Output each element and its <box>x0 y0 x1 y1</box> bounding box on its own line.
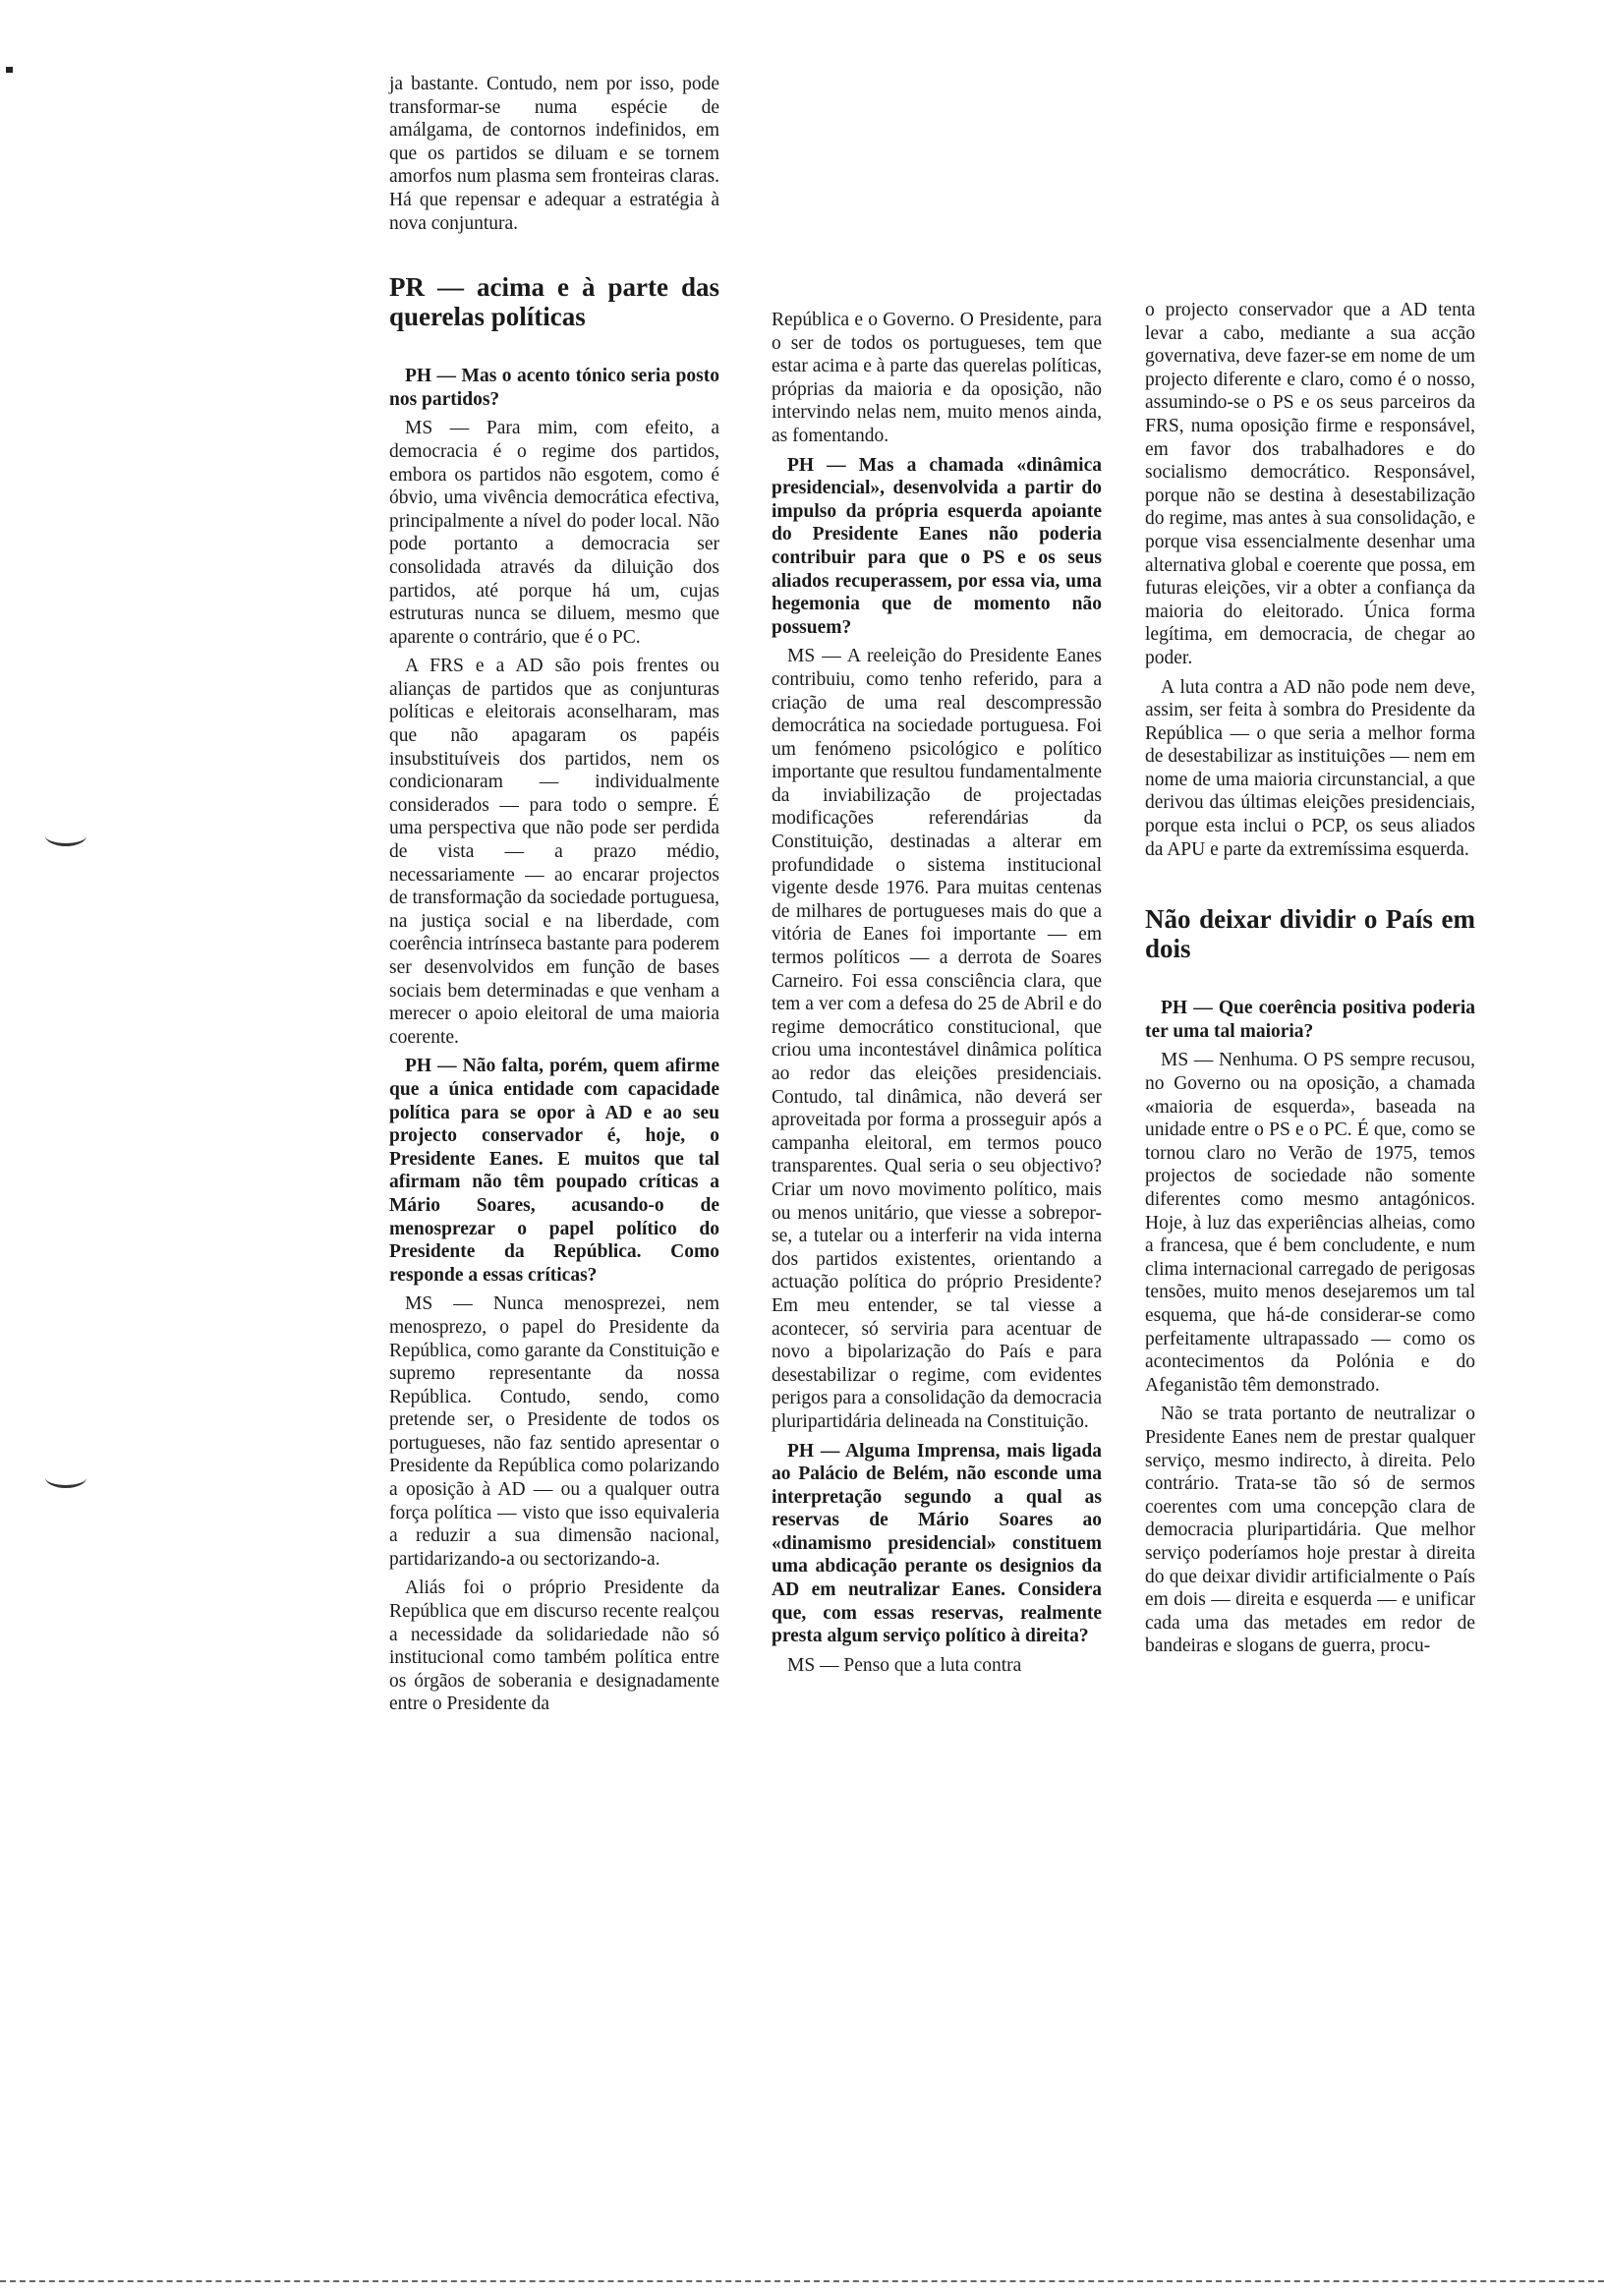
paragraph: MS — A reeleição do Presidente Eanes contribuiu, como tenho referido, para a criação de uma real descompressão democrática na sociedade portuguesa. Foi um fenómeno psicológico e político importante que resultou fundamentalmente da inviabilização de projectadas modificações referendárias da Constituição, destinadas a alterar em profundidade o sistema institucional vigente desde 1976. Para muitas centenas de milhares de portugueses mais do que a vitória de Eanes foi importante — em termos políticos — a derrota de Soares Carneiro. Foi essa consciência clara, que tem a ver com a defesa do 25 de Abril e do regime democrático constitucional, que criou uma incontestável dinâmica política ao redor das eleições presidenciais. Contudo, tal dinâmica, não deverá ser aproveitada por forma a prosseguir após a campanha eleitoral, em termos pouco transparentes. Qual seria o seu objectivo? Criar um novo movimento político, mais ou menos unitário, que viesse a sobrepor-se, a tutelar ou a interferir na vida interna dos partidos existentes, orientando a actuação política do próprio Presidente? Em meu entender, se tal viesse a acontecer, só serviria para acentuar de novo a bipolarização do País e para desestabilizar o regime, com evidentes perigos para a consolidação da democracia pluripartidária delineada na Constituição. <box>772 646 1102 1432</box>
paragraph: MS — Nenhuma. O PS sempre recusou, no Governo ou na oposição, a chamada «maioria de esquerda», baseada na unidade entre o PS e o PC. É que, como se tornou claro no Verão de 1975, temos projectos de sociedade não somente diferentes como mesmo antagónicos. Hoje, à luz das experiências alheias, como a francesa, que é bem concludente, e num clima internacional carregado de perigosas tensões, muito menos desejaremos um tal esquema, que há-de considerar-se como perfeitamente ultrapassado — como os acontecimentos da Polónia e do Afeganistão têm demonstrado. <box>1145 1050 1475 1396</box>
scan-speck <box>6 67 13 73</box>
margin-hook-mark <box>45 826 86 846</box>
question: PH — Mas a chamada «dinâmica presidencial», desenvolvida a partir do impulso da própria esquerda apoiante do Presidente Eanes não poderia contribuir para que o PS e os seus aliados recuperassem, por essa via, uma hegemonia que de momento não possuem? <box>772 454 1102 638</box>
paragraph: Aliás foi o próprio Presidente da República que em discurso recente realçou a necessidade da solidariedade não só institucional como também política entre os órgãos de soberania e designadamente entre o Presidente da <box>389 1578 719 1715</box>
paragraph: o projecto conservador que a AD tenta levar a cabo, mediante a sua acção governativa, deve fazer-se em nome de um projecto diferente e claro, como é o nosso, assumindo-se o PS e os seus parceiros da FRS, numa oposição firme e responsável, em favor dos trabalhadores e do socialismo democrático. Responsável, porque não se destina à desestabilização do regime, mas antes à sua consolidação, e porque visa essencialmente desenhar uma alternativa global e coerente que possa, em futuras eleições, vir a obter a confiança da maioria do eleitorado. Única forma legítima, em democracia, de chegar ao poder. <box>1145 300 1475 668</box>
paragraph: A FRS e a AD são pois frentes ou alianças de partidos que as conjunturas políticas e eleitorais aconselharam, mas que não apagaram os papéis insubstituíveis dos partidos, nem os condicionaram — individualmente considerados — para todo o sempre. É uma perspectiva que não pode ser perdida de vista — a prazo médio, necessariamente — ao encarar projectos de transformação da sociedade portuguesa, na justiça social e na liberdade, com coerência intrínseca bastante para poderem ser desenvolvidos em função de bases sociais bem determinadas e que venham a merecer o apoio eleitoral de uma maioria coerente. <box>389 656 719 1048</box>
column-2 <box>772 309 1102 1683</box>
paragraph: A luta contra a AD não pode nem deve, assim, ser feita à sombra do Presidente da República — o que seria a melhor forma de desestabilizar as instituições — nem em nome de uma maioria circunstancial, a que derivou das últimas eleições presidenciais, porque esta inclui o PCP, os seus aliados da APU e parte da extremíssima esquerda. <box>1145 676 1475 860</box>
paragraph: Não se trata portanto de neutralizar o Presidente Eanes nem de prestar qualquer serviço, mesmo indirecto, à direita. Pelo contrário. Trata-se tão só de sermos coerentes com uma concepção clara de democracia pluripartidária. Que melhor serviço poderíamos hoje prestar à direita do que deixar dividir artificialmente o País em dois — direita e esquerda — e unificar cada uma das metades em redor de bandeiras e slogans de guerra, procu- <box>1145 1404 1475 1657</box>
paragraph: MS — Para mim, com efeito, a democracia é o regime dos partidos, embora os partidos não esgotem, como é óbvio, uma vivência democrática efectiva, principalmente a nível do poder local. Não pode portanto a democracia ser consolidada através da diluição dos partidos, até porque há um, cujas estruturas nunca se diluem, mesmo que aparente o contrário, que é o PC. <box>389 418 719 648</box>
paragraph: MS — Nunca menosprezei, nem menosprezo, o papel do Presidente da República, como garante da Constituição e supremo representante da nossa República. Contudo, sendo, como pretende ser, o Presidente de todos os portugueses, não faz sentido apresentar o Presidente da República como polarizando a oposição à AD — ou a qualquer outra força política — visto que isso equivaleria a reduzir a sua dimensão nacional, partidarizando-a ou sectorizando-a. <box>389 1293 719 1570</box>
question: PH — Não falta, porém, quem afirme que a única entidade com capacidade política para se opor à AD e ao seu projecto conservador é, hoje, o Presidente Eanes. E muitos que tal afirmam não têm poupado críticas a Mário Soares, acusando-o de menosprezar o papel político do Presidente da República. Como responde a essas críticas? <box>389 1056 719 1286</box>
question: PH — Mas o acento tónico seria posto nos partidos? <box>389 366 719 410</box>
section-heading: Não deixar dividir o País em dois <box>1145 904 1475 964</box>
paragraph: MS — Penso que a luta contra <box>787 1654 1022 1676</box>
section-heading: PR — acima e à parte das querelas políticas <box>389 272 719 332</box>
question: PH — Que coerência positiva poderia ter uma tal maioria? <box>1145 998 1475 1042</box>
scan-bottom-edge <box>0 2280 1604 2282</box>
paragraph: República e o Governo. O Presidente, para o ser de todos os portugueses, tem que estar acima e à parte das querelas políticas, próprias da maioria e da oposição, não intervindo nelas nem, muito menos ainda, as fomentando. <box>772 310 1102 446</box>
margin-hook-mark <box>45 1467 86 1488</box>
column-3 <box>1145 299 1475 1664</box>
column-1 <box>389 73 719 1722</box>
paragraph: ja bastante. Contudo, nem por isso, pode transformar-se numa espécie de amálgama, de contornos indefinidos, em que os partidos se diluam e se tornem amorfos num plasma sem fronteiras claras. Há que repensar e adequar a estratégia à nova conjuntura. <box>389 74 719 234</box>
question: PH — Alguma Imprensa, mais ligada ao Palácio de Belém, não esconde uma interpretação segundo a qual as reservas de Mário Soares ao «dinamismo presidencial» constituem uma abdicação perante os designios da AD em neutralizar Eanes. Considera que, com essas reservas, realmente presta algum serviço político à direita? <box>772 1440 1102 1647</box>
